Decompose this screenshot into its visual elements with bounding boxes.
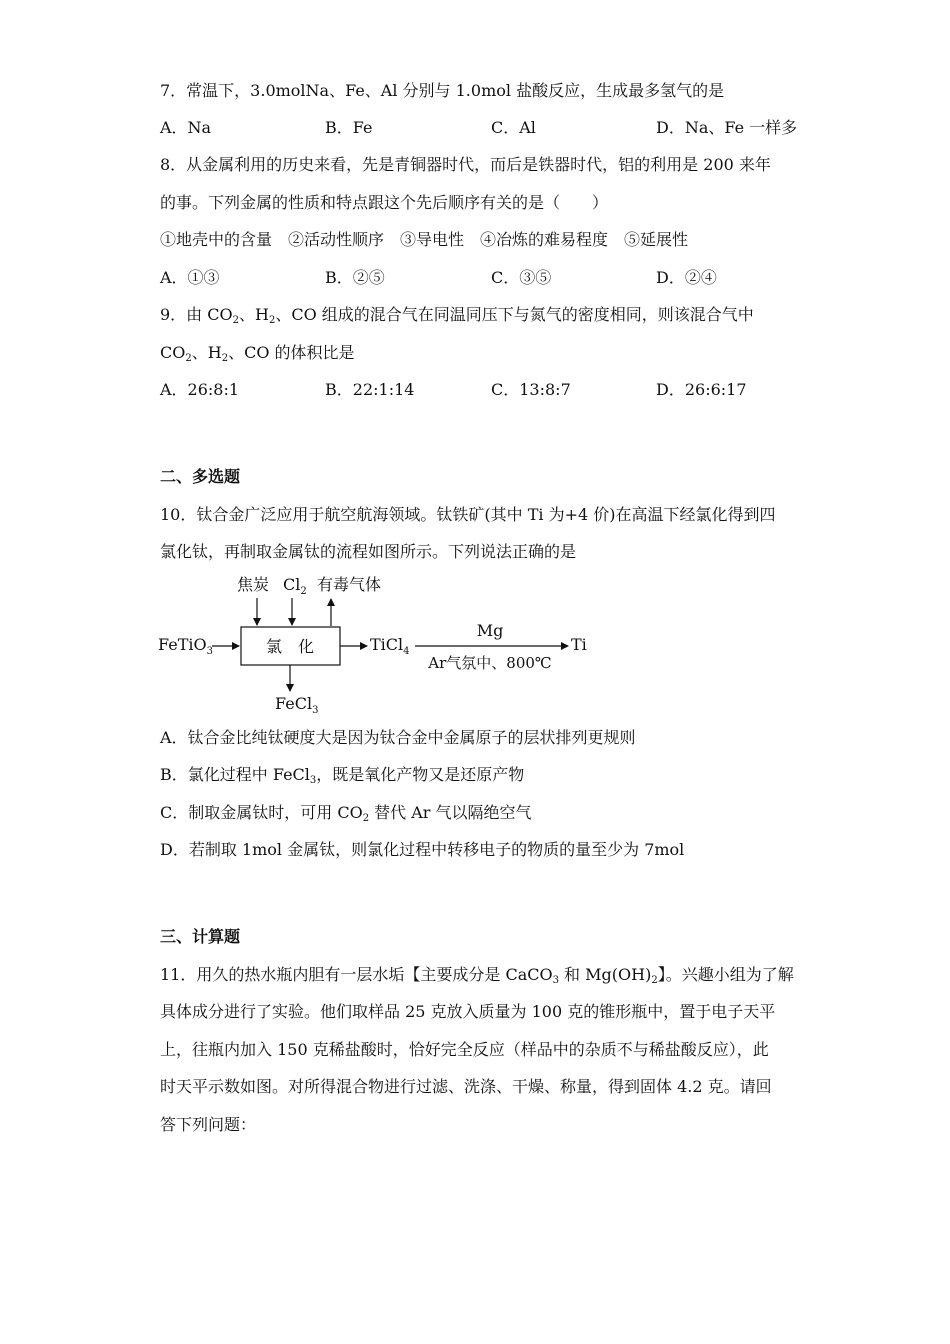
section-title-calculation: 三、计算题: [160, 927, 241, 946]
titanium-process-flowchart: [155, 568, 595, 718]
q8-stem-line2: 的事。下列金属的性质和特点跟这个先后顺序有关的是（ ）: [160, 193, 609, 212]
fecl3-label: FeCl$_3$: [275, 694, 319, 716]
q8-option-b: B．②⑤: [325, 268, 385, 287]
q8-stem-line1: 8．从金属利用的历史来看，先是青铜器时代，而后是铁器时代，铝的利用是 200 来年: [160, 155, 771, 174]
q10-option-d: D．若制取 1mol 金属钛，则氯化过程中转移电子的物质的量至少为 7mol: [160, 840, 685, 859]
q8-option-c: C．③⑤: [491, 268, 552, 287]
input-fetio3-label: FeTiO$_3$: [158, 635, 213, 657]
section-title-multiple-choice: 二、多选题: [160, 467, 241, 486]
q10-stem-line2: 氯化钛，再制取金属钛的流程如图所示。下列说法正确的是: [160, 542, 577, 561]
q11-stem-line3: 上，往瓶内加入 150 克稀盐酸时，恰好完全反应（样品中的杂质不与稀盐酸反应），此: [160, 1040, 769, 1059]
q7-stem: 7．常温下，3.0molNa、Fe、Al 分别与 1.0mol 盐酸反应，生成最多氢气的是: [160, 81, 725, 100]
q10-option-c: C．制取金属钛时，可用 $CO_2$ 替代 Ar 气以隔绝空气: [160, 803, 532, 824]
input-coke-label: 焦炭: [237, 575, 270, 594]
q8-option-d: D．②④: [656, 268, 717, 287]
q9-stem-line2: $CO_2$、$H_2$、CO 的体积比是: [160, 343, 355, 364]
q9-option-a: A．26:8:1: [160, 380, 240, 399]
q9-option-b: B．22:1:14: [325, 380, 415, 399]
q9-option-d: D．26:6:17: [656, 380, 747, 399]
q10-stem-line1: 10．钛合金广泛应用于航空航海领域。钛铁矿(其中 Ti 为+4 价)在高温下经氯化得到四: [160, 505, 776, 524]
q9-option-c: C．13:8:7: [491, 380, 571, 399]
q10-option-b: B．氯化过程中 FeCl$_3$，既是氧化产物又是还原产物: [160, 765, 525, 786]
q7-option-a: A．Na: [160, 118, 212, 137]
q10-option-a: A．钛合金比纯钛硬度大是因为钛合金中金属原子的层状排列更规则: [160, 728, 636, 747]
q11-stem-line2: 具体成分进行了实验。他们取样品 25 克放入质量为 100 克的锥形瓶中，置于电子天平: [160, 1002, 776, 1021]
q9-stem-line1: 9．由 $CO_2$、$H_2$、CO 组成的混合气在同温同压下与氮气的密度相同，则该混合气中: [160, 305, 754, 326]
q7-option-c: C．Al: [491, 118, 536, 137]
chlorination-label: 氯 化: [265, 637, 315, 656]
q11-stem-line5: 答下列问题：: [160, 1115, 257, 1134]
product-ti-label: Ti: [571, 635, 587, 654]
q11-stem-line1: 11．用久的热水瓶内胆有一层水垢【主要成分是 CaCO$_3$ 和 $Mg(OH)_2$】。兴趣小组为了解: [160, 965, 794, 986]
q8-option-a: A．①③: [160, 268, 220, 287]
output-toxic-gas-label: 有毒气体: [317, 575, 382, 594]
q7-option-b: B．Fe: [325, 118, 373, 137]
reagent-mg-label: Mg: [476, 621, 504, 640]
ticl4-label: TiCl$_4$: [370, 635, 410, 657]
q7-option-d: D．Na、Fe 一样多: [656, 118, 798, 137]
q11-stem-line4: 时天平示数如图。对所得混合物进行过滤、洗涤、干燥、称量，得到固体 4.2 克。请回: [160, 1077, 772, 1096]
input-chlorine-label: $Cl_2$: [283, 575, 307, 597]
q8-properties: ①地壳中的含量 ②活动性顺序 ③导电性 ④冶炼的难易程度 ⑤延展性: [160, 230, 689, 249]
condition-label: Ar气氛中、800℃: [428, 654, 552, 672]
